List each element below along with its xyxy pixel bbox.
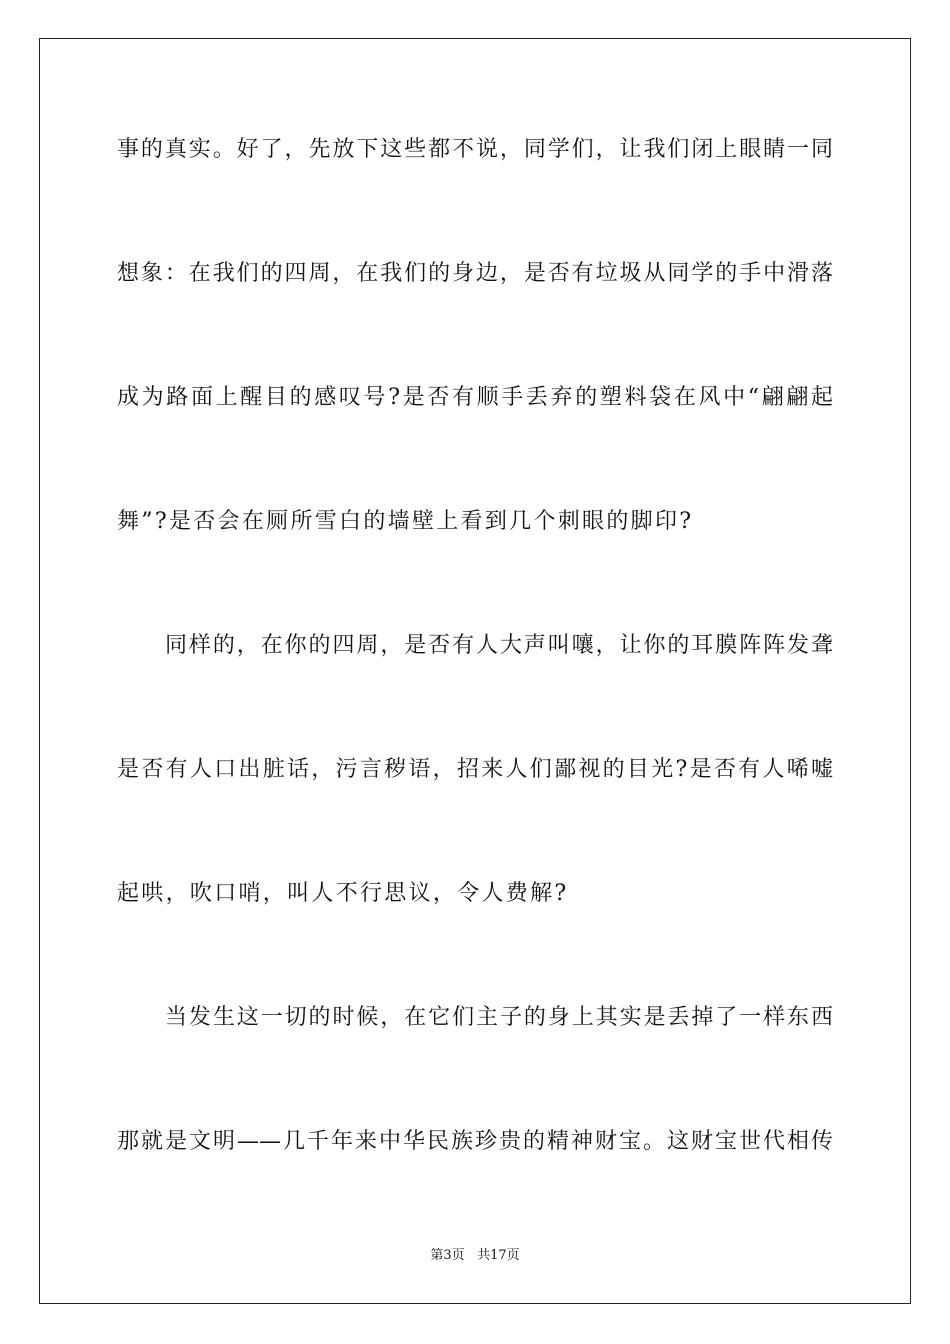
paragraph-line-5: 同样的，在你的四周，是否有人大声叫嚷，让你的耳膜阵阵发聋	[165, 633, 833, 658]
page-total: 共17页	[477, 1248, 520, 1263]
paragraph-line-6: 是否有人口出脏话，污言秽语，招来人们鄙视的目光?是否有人唏嘘	[117, 757, 833, 782]
page-border	[39, 38, 911, 1304]
paragraph-line-3: 成为路面上醒目的感叹号?是否有顺手丢弃的塑料袋在风中“翩翩起	[117, 385, 833, 410]
page-number: 第3页	[430, 1248, 465, 1263]
paragraph-line-8: 当发生这一切的时候，在它们主子的身上其实是丢掉了一样东西	[165, 1005, 833, 1030]
page-footer	[0, 1247, 950, 1265]
paragraph-line-4: 舞”?是否会在厕所雪白的墙壁上看到几个刺眼的脚印?	[117, 509, 694, 534]
paragraph-line-9: 那就是文明——几千年来中华民族珍贵的精神财宝。这财宝世代相传	[117, 1129, 833, 1154]
paragraph-line-1: 事的真实。好了，先放下这些都不说，同学们，让我们闭上眼睛一同	[117, 137, 833, 162]
paragraph-line-2: 想象：在我们的四周，在我们的身边，是否有垃圾从同学的手中滑落	[117, 261, 833, 286]
paragraph-line-7: 起哄，吹口哨，叫人不行思议，令人费解?	[117, 881, 569, 906]
